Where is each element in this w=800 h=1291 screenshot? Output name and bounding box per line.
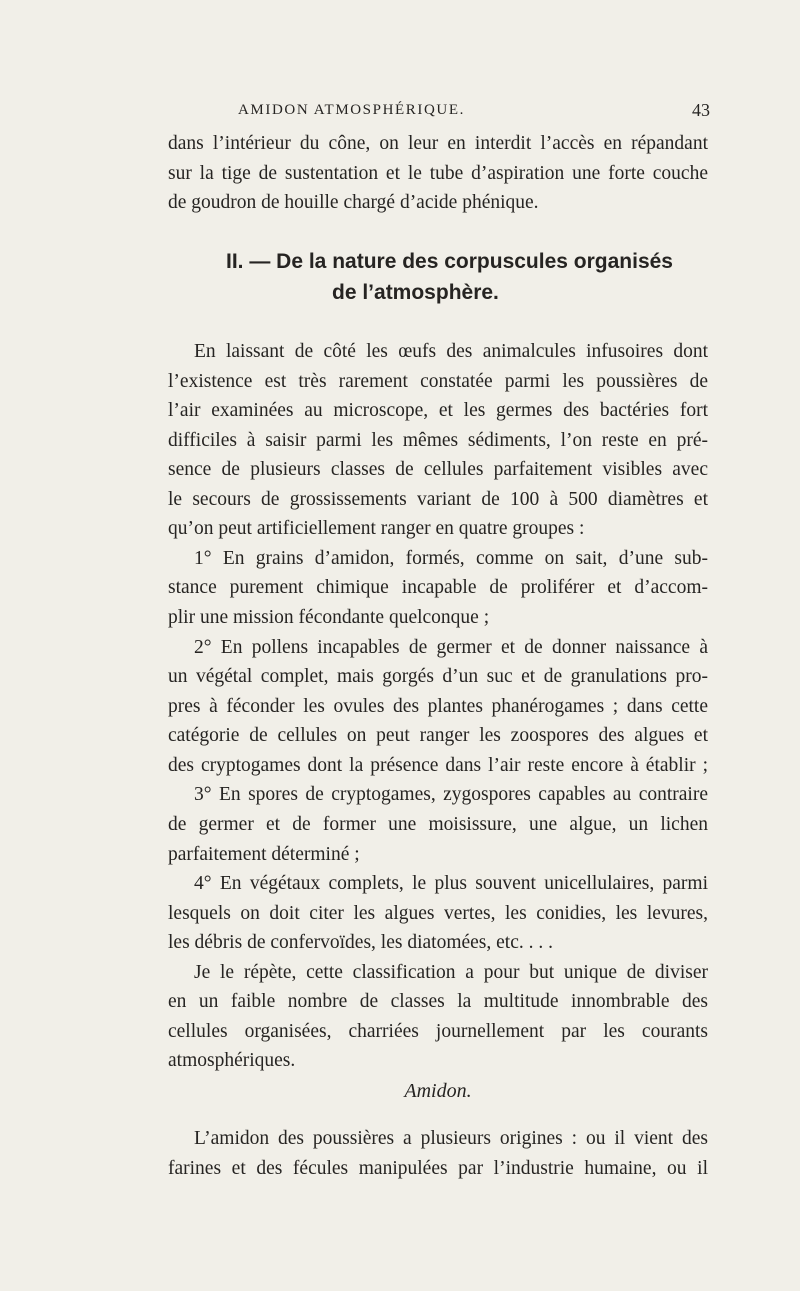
list-item-line: lesquels on doit citer les algues vertes, les conidies, les levures,	[168, 903, 708, 924]
list-item-line: 4° En végétaux complets, le plus souvent unicellulaires, parmi	[194, 873, 708, 894]
list-item-line: les débris de confervoïdes, les diatomées, etc. . . .	[168, 932, 554, 953]
list-item-line: catégorie de cellules on peut ranger les zoospores des algues et	[168, 725, 708, 746]
list-item-line: parfaitement déterminé ;	[168, 844, 360, 865]
text-line: le secours de grossissements variant de 100 à 500 diamètres et	[168, 489, 708, 510]
text-line: En laissant de côté les œufs des animalcules infusoires dont	[194, 341, 708, 362]
text-line: de goudron de houille chargé d’acide phénique.	[168, 192, 539, 213]
section-heading-line-2: de l’atmosphère.	[332, 281, 499, 304]
page-number: 43	[692, 100, 710, 120]
text-line: sence de plusieurs classes de cellules parfaitement visibles avec	[168, 459, 708, 480]
list-item-line: des cryptogames dont la présence dans l’air reste encore à établir ;	[168, 755, 708, 776]
section-heading-line-1: II. — De la nature des corpuscules organisés	[226, 250, 673, 273]
text-line: en un faible nombre de classes la multitude innombrable des	[168, 991, 708, 1012]
running-head	[0, 100, 800, 124]
list-item-line: 2° En pollens incapables de germer et de donner naissance à	[194, 637, 708, 658]
text-line: Je le répète, cette classification a pour but unique de diviser	[194, 962, 708, 983]
list-item-line: pres à féconder les ovules des plantes phanérogames ; dans cette	[168, 696, 708, 717]
list-item-line: plir une mission fécondante quelconque ;	[168, 607, 490, 628]
list-item-line: stance purement chimique incapable de proliférer et d’accom-	[168, 577, 708, 598]
subheading-amidon: Amidon.	[404, 1080, 472, 1102]
text-line: L’amidon des poussières a plusieurs origines : ou il vient des	[194, 1128, 708, 1149]
list-item-line: de germer et de former une moisissure, une algue, un lichen	[168, 814, 708, 835]
list-item-line: un végétal complet, mais gorgés d’un suc et de granulations pro-	[168, 666, 708, 687]
text-line: atmosphériques.	[168, 1050, 296, 1071]
text-line: dans l’intérieur du cône, on leur en interdit l’accès en répandant	[168, 133, 708, 154]
list-item-line: 3° En spores de cryptogames, zygospores capables au contraire	[194, 784, 708, 805]
text-line: l’existence est très rarement constatée parmi les poussières de	[168, 371, 708, 392]
text-line: farines et des fécules manipulées par l’industrie humaine, ou il	[168, 1158, 708, 1179]
text-line: cellules organisées, charriées journellement par les courants	[168, 1021, 708, 1042]
list-item-line: 1° En grains d’amidon, formés, comme on sait, d’une sub-	[194, 548, 708, 569]
text-line: difficiles à saisir parmi les mêmes sédiments, l’on reste en pré-	[168, 430, 708, 451]
text-line: sur la tige de sustentation et le tube d’aspiration une forte couche	[168, 163, 708, 184]
running-head-title: AMIDON ATMOSPHÉRIQUE.	[238, 102, 465, 118]
text-line: qu’on peut artificiellement ranger en quatre groupes :	[168, 518, 585, 539]
text-line: l’air examinées au microscope, et les germes des bactéries fort	[168, 400, 708, 421]
